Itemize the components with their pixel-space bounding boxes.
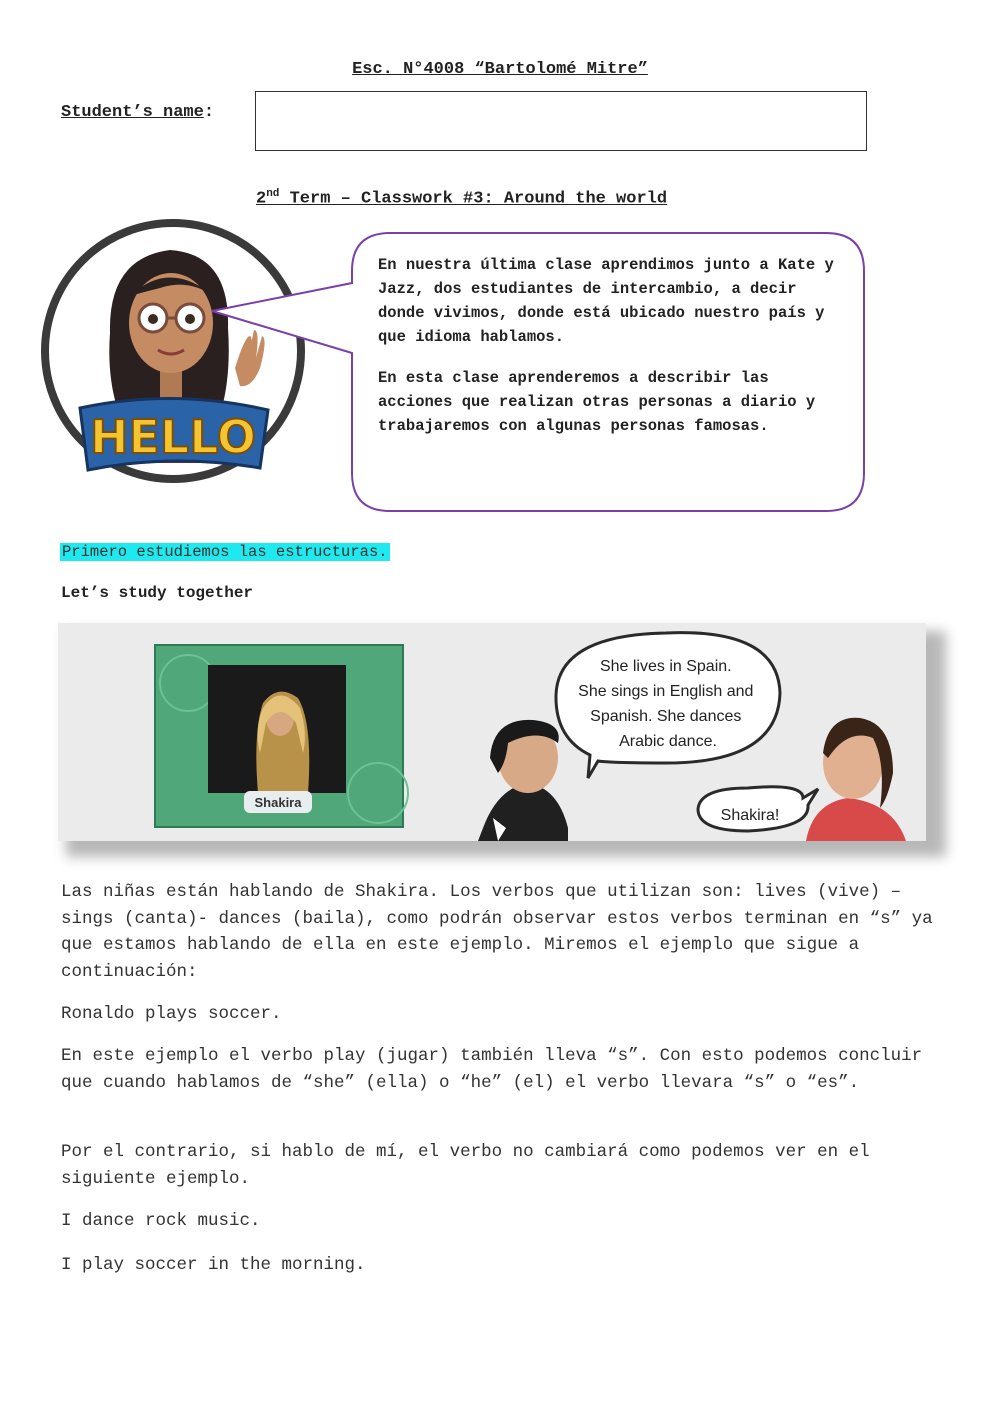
section-heading: Let’s study together [61, 584, 254, 602]
example-soccer [61, 1252, 941, 1279]
title-text: Term – Classwork #3: Around the world [279, 189, 668, 209]
poster-label: Shakira [254, 795, 302, 810]
balloon-line-3: Spanish. She dances [590, 708, 742, 725]
student-name-label: Student’s name [61, 103, 204, 122]
school-name: Esc. N°4008 “Bartolomé Mitre” [352, 60, 648, 79]
student-name-label-row [61, 103, 214, 122]
example-ronaldo [61, 1001, 941, 1028]
paragraph-text: Las niñas están hablando de Shakira. Los verbos que utilizan son: lives (vive) – sings (canta)- dances (baila), como podrán observar estos verbos terminan en “s” ya que estamos hablando de ella en este ejemplo. Miremos el ejemplo que sigue a continuación: [61, 882, 933, 982]
paragraph-text: I play soccer in the morning. [61, 1255, 366, 1275]
balloon-answer: Shakira! [720, 807, 780, 824]
bubble-paragraph-1: En nuestra última clase aprendimos junto a Kate y Jazz, dos estudiantes de intercambio, a decir donde vivimos, donde está ubicado nuestro país y que idioma hablamos. [378, 256, 834, 346]
explanation-paragraph-2 [61, 1043, 941, 1096]
textbook-illustration [58, 623, 926, 841]
explanation-paragraph-3 [61, 1139, 941, 1192]
balloon-line-2: She sings in English and [578, 683, 754, 700]
explanation-paragraph-1 [61, 879, 941, 985]
example-dance [61, 1208, 941, 1235]
shakira-poster [155, 645, 408, 827]
balloon-line-1: She lives in Spain. [599, 658, 732, 675]
paragraph-text: Por el contrario, si hablo de mí, el verbo no cambiará como podemos ver en el siguiente ejemplo. [61, 1142, 870, 1189]
teacher-avatar [40, 218, 306, 484]
hello-sign [80, 398, 268, 470]
balloon-line-4: Arabic dance. [619, 733, 717, 750]
title-ordinal-suffix: nd [266, 188, 280, 200]
paragraph-text: En este ejemplo el verbo play (jugar) también lleva “s”. Con esto podemos concluir que cuando hablamos de “she” (ella) o “he” (el) el verbo llevara “s” o “es”. [61, 1046, 923, 1093]
paragraph-text: I dance rock music. [61, 1211, 261, 1231]
student-name-field[interactable] [255, 91, 867, 151]
bubble-paragraph-2: En esta clase aprenderemos a describir las acciones que realizan otras personas a diario y trabajaremos con algunas personas famosas. [378, 369, 816, 435]
highlighted-instruction: Primero estudiemos las estructuras. [62, 543, 388, 561]
speech-bubble-text [378, 253, 848, 455]
worksheet-title [256, 188, 667, 209]
paragraph-text: Ronaldo plays soccer. [61, 1004, 282, 1024]
title-ordinal: 2 [256, 189, 267, 209]
student-name-colon: : [203, 103, 215, 122]
hello-sign-text: HELLO [89, 410, 257, 464]
